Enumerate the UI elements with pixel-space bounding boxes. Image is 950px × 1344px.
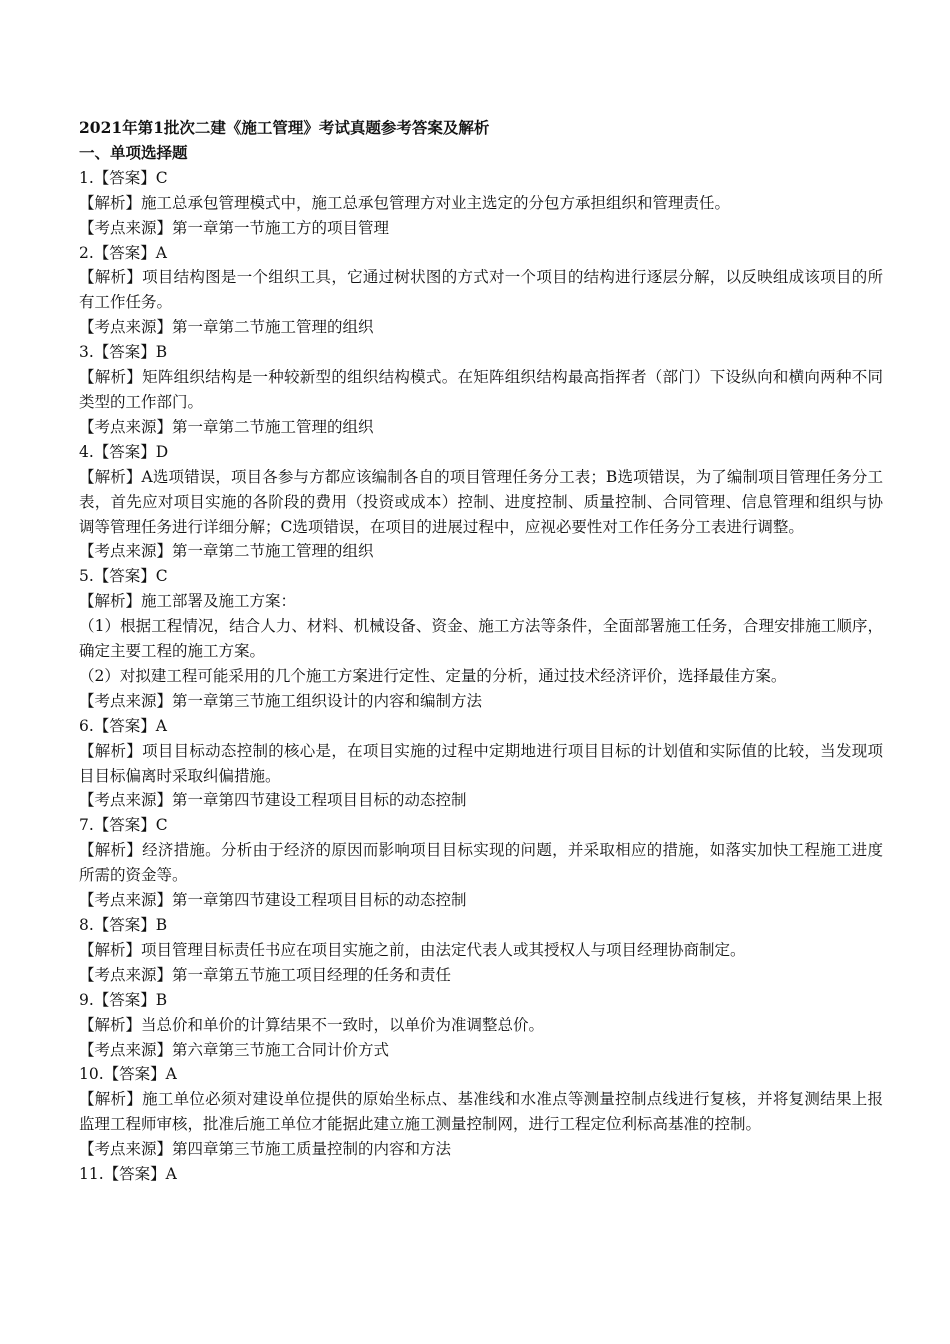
source-line: 【考点来源】第一章第四节建设工程项目目标的动态控制	[79, 891, 467, 910]
explanation-paragraph: 【解析】项目结构图是一个组织工具，它通过树状图的方式对一个项目的结构进行逐层分解，以反映组成该项目的所有工作任务。	[79, 268, 883, 312]
answer-line: 9.【答案】B	[79, 990, 168, 1009]
answer-line: 7.【答案】C	[79, 816, 168, 835]
explanation-item: （2）对拟建工程可能采用的几个施工方案进行定性、定量的分析，通过技术经济评价，选择最佳方案。	[79, 666, 787, 685]
answer-line: 6.【答案】A	[79, 716, 167, 735]
question-7	[79, 813, 883, 913]
question-1	[79, 166, 883, 241]
answer-line: 4.【答案】D	[79, 442, 169, 461]
question-10	[79, 1062, 883, 1162]
explanation-paragraph: 【解析】项目目标动态控制的核心是，在项目实施的过程中定期地进行项目目标的计划值和实际值的比较，当发现项目目标偏离时采取纠偏措施。	[79, 741, 883, 785]
answer-line: 5.【答案】C	[79, 567, 168, 586]
source-line: 【考点来源】第一章第二节施工管理的组织	[79, 542, 374, 561]
explanation-paragraph: 【解析】A选项错误，项目各参与方都应该编制各自的项目管理任务分工表；B选项错误，为了编制项目管理任务分工表，首先应对项目实施的各阶段的费用（投资或成本）控制、进度控制、质量控制、合同管理、信息管理和组织与协调等管理任务进行详细分解；C选项错误，在项目的进展过程中，应视必要性对工作任务分工表进行调整。	[79, 467, 883, 536]
explanation-paragraph: 【解析】项目管理目标责任书应在项目实施之前，由法定代表人或其授权人与项目经理协商制定。	[79, 940, 746, 959]
source-line: 【考点来源】第一章第五节施工项目经理的任务和责任	[79, 965, 452, 984]
source-line: 【考点来源】第一章第二节施工管理的组织	[79, 417, 374, 436]
answer-line: 3.【答案】B	[79, 343, 168, 362]
source-line: 【考点来源】第一章第一节施工方的项目管理	[79, 218, 390, 237]
question-5	[79, 564, 883, 713]
answer-line: 10.【答案】A	[79, 1065, 177, 1084]
answer-line: 11.【答案】A	[79, 1165, 177, 1184]
source-line: 【考点来源】第四章第三节施工质量控制的内容和方法	[79, 1140, 452, 1159]
question-8	[79, 913, 883, 988]
answer-line: 8.【答案】B	[79, 916, 168, 934]
section-heading: 一、单项选择题	[79, 142, 188, 162]
explanation-paragraph: 【解析】施工总承包管理模式中，施工总承包管理方对业主选定的分包方承担组织和管理责任。	[79, 193, 731, 212]
explanation-paragraph: 【解析】经济措施。分析由于经济的原因而影响项目目标实现的问题，并采取相应的措施，如落实加快工程施工进度所需的资金等。	[79, 841, 883, 885]
explanation-paragraph: 【解析】施工单位必须对建设单位提供的原始坐标点、基准线和水准点等测量控制点线进行复核，并将复测结果上报监理工程师审核，批准后施工单位才能据此建立施工测量控制网，进行工程定位利标高基准的控制。	[79, 1090, 883, 1134]
source-line: 【考点来源】第一章第四节建设工程项目目标的动态控制	[79, 791, 467, 810]
answer-line: 2.【答案】A	[79, 243, 167, 262]
document-page	[79, 116, 883, 1187]
question-11	[79, 1162, 883, 1187]
explanation-paragraph: 【解析】矩阵组织结构是一种较新型的组织结构模式。在矩阵组织结构最高指挥者（部门）下设纵向和横向两种不同类型的工作部门。	[79, 368, 883, 411]
question-3	[79, 340, 883, 440]
question-6	[79, 714, 883, 814]
explanation-paragraph: 【解析】施工部署及施工方案：	[79, 592, 297, 611]
answer-line: 1.【答案】C	[79, 168, 168, 187]
document-title: 2021年第1批次二建《施工管理》考试真题参考答案及解析	[79, 118, 490, 137]
source-line: 【考点来源】第一章第二节施工管理的组织	[79, 318, 374, 337]
question-2	[79, 241, 883, 341]
question-4	[79, 440, 883, 565]
source-line: 【考点来源】第六章第三节施工合同计价方式	[79, 1040, 390, 1059]
question-9	[79, 988, 883, 1063]
explanation-paragraph: 【解析】当总价和单价的计算结果不一致时，以单价为准调整总价。	[79, 1015, 545, 1034]
explanation-item: （1）根据工程情况，结合人力、材料、机械设备、资金、施工方法等条件，全面部署施工任务，合理安排施工顺序，确定主要工程的施工方案。	[79, 617, 883, 661]
source-line: 【考点来源】第一章第三节施工组织设计的内容和编制方法	[79, 691, 483, 710]
